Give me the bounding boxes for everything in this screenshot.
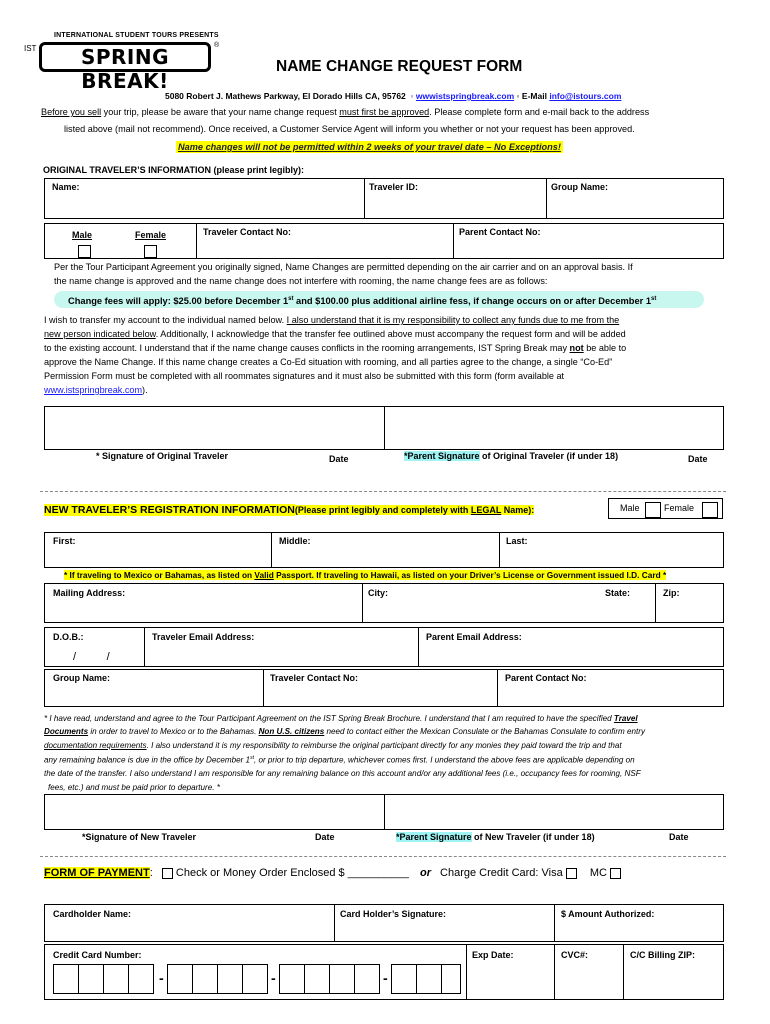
original-female-label: Female bbox=[135, 230, 167, 240]
transfer-line-4: approve the Name Change. If this name change creates a Co-Ed situation with rooming, and all parties agree to the change, a single “Co-Ed” bbox=[44, 357, 613, 367]
original-name-field[interactable] bbox=[48, 194, 360, 216]
transfer-line-1: I wish to transfer my account to the individual named below. I also understand that it is my responsibility to collect any funds due to me from the bbox=[44, 315, 620, 325]
new-last-label: Last: bbox=[506, 536, 528, 546]
original-signature-label: * Signature of Original Traveler bbox=[96, 451, 229, 461]
original-male-checkbox[interactable] bbox=[78, 243, 91, 261]
new-city-label: City: bbox=[368, 588, 388, 598]
original-traveler-contact-field[interactable] bbox=[200, 238, 450, 256]
cc-digit-box[interactable] bbox=[329, 964, 355, 994]
new-parent-date-label: Date bbox=[669, 832, 689, 842]
cvc-label: CVC#: bbox=[561, 950, 589, 960]
billing-zip-field[interactable] bbox=[627, 964, 721, 996]
cc-digit-box[interactable] bbox=[192, 964, 218, 994]
warning-banner: Name changes will not be permitted within 2 weeks of your travel date – No Exceptions! bbox=[178, 142, 561, 152]
transfer-line-5: Permission Form must be completed with all roommates signatures and it must also be submitted with this form (form available at bbox=[44, 371, 565, 381]
cc-digit-box[interactable] bbox=[304, 964, 330, 994]
original-female-checkbox[interactable] bbox=[144, 243, 157, 261]
original-group-name-label: Group Name: bbox=[551, 182, 609, 192]
card-signature-field[interactable] bbox=[338, 921, 550, 939]
cc-digit-box[interactable] bbox=[416, 964, 442, 994]
original-parent-signature-field[interactable] bbox=[386, 408, 722, 448]
mc-checkbox[interactable] bbox=[610, 867, 621, 879]
cc-digit-box[interactable] bbox=[354, 964, 380, 994]
new-parent-contact-label: Parent Contact No: bbox=[505, 673, 587, 683]
new-section-title-row: NEW TRAVELER’S REGISTRATION INFORMATION(Please print legibly and completely with LEGAL Name): bbox=[44, 504, 535, 516]
original-signature-field[interactable] bbox=[46, 408, 382, 448]
new-group-label: Group Name: bbox=[53, 673, 111, 683]
original-name-label: Name: bbox=[52, 182, 80, 192]
cardholder-label: Cardholder Name: bbox=[53, 909, 132, 919]
intro-line-1: Before you sell your trip, please be aware that your name change request must first be approved. Please complete form and e-mail back to the address bbox=[41, 107, 650, 117]
new-mailing-field[interactable] bbox=[48, 600, 358, 620]
mc-label: MC bbox=[589, 867, 607, 879]
amount-label: $ Amount Authorized: bbox=[561, 909, 655, 919]
cc-digit-box[interactable] bbox=[441, 964, 461, 994]
original-parent-contact-field[interactable] bbox=[457, 238, 721, 256]
check-label: Check or Money Order Enclosed $ __________ bbox=[175, 867, 409, 879]
new-dob-field[interactable]: / / bbox=[73, 651, 110, 663]
fees-banner: Change fees will apply: $25.00 before December 1st and $100.00 plus additional airline fess, if change occurs on or after December 1st bbox=[54, 291, 704, 308]
new-parent-email-label: Parent Email Address: bbox=[426, 632, 522, 642]
payment-row: FORM OF PAYMENT: Check or Money Order Enclosed $ __________ or Charge Credit Card: Visa MC bbox=[44, 867, 621, 879]
cc-digit-box[interactable] bbox=[78, 964, 104, 994]
agreement-line-1: Per the Tour Participant Agreement you originally signed, Name Changes are permitted depending on the air carrier and on an approval basis. If bbox=[54, 262, 633, 272]
new-city-field[interactable] bbox=[366, 600, 596, 620]
new-signature-field[interactable] bbox=[46, 796, 382, 828]
original-parent-contact-label: Parent Contact No: bbox=[459, 227, 541, 237]
transfer-website-link[interactable]: www.istspringbreak.com bbox=[44, 385, 143, 395]
header-email-label: E-Mail bbox=[521, 91, 547, 101]
new-parent-signature-label: *Parent Signature of New Traveler (if under 18) bbox=[396, 832, 595, 842]
cc-dash: - bbox=[383, 970, 388, 986]
transfer-line-2: new person indicated below. Additionally, I acknowledge that the transfer fee outlined above must accompany the request form and will be added bbox=[44, 329, 626, 339]
cvc-field[interactable] bbox=[558, 964, 620, 996]
new-first-label: First: bbox=[53, 536, 76, 546]
cardholder-field[interactable] bbox=[48, 921, 330, 939]
new-contact-field[interactable] bbox=[267, 685, 493, 704]
new-middle-field[interactable] bbox=[275, 548, 495, 566]
original-traveler-id-field[interactable] bbox=[368, 194, 543, 216]
original-signature-date-label: Date bbox=[329, 454, 349, 464]
cc-digit-box[interactable] bbox=[279, 964, 305, 994]
payment-or: or bbox=[419, 867, 431, 879]
transfer-line-6: www.istspringbreak.com). bbox=[44, 385, 148, 395]
new-first-field[interactable] bbox=[48, 548, 268, 566]
new-dob-label: D.O.B.: bbox=[53, 632, 84, 642]
cc-digit-box[interactable] bbox=[242, 964, 268, 994]
logo bbox=[24, 30, 224, 93]
new-middle-label: Middle: bbox=[279, 536, 311, 546]
new-parent-signature-field[interactable] bbox=[386, 796, 722, 828]
new-last-field[interactable] bbox=[503, 548, 721, 566]
check-checkbox[interactable] bbox=[162, 867, 173, 879]
new-female-checkbox[interactable] bbox=[702, 501, 718, 519]
logo-registered: ® bbox=[214, 42, 220, 49]
cc-digit-box[interactable] bbox=[217, 964, 243, 994]
terms-paragraph: * I have read, understand and agree to the Tour Participant Agreement on the IST Spring Break Brochure. I understand that I am required to have the specified Travel Documents in order to travel to Mexico or to the Bahamas. Non U.S. citizens need to contact either the Mexican Consulate or the Bahamas Consulate to confirm entry documentation requirements. I also understand it is my responsibility to reimburse the original participant directly for any monies they paid toward the trip and that any remaining balance is due in the office by December 1st, or prior to trip departure, whichever comes first. I understand the above fees are applicable depending on the date of the transfer. I also understand I am responsible for any remaining balance on this account and/or any additional fees (i.e., occupancy fees for rooming, NSF fees, etc.) and must be paid prior to departure. * bbox=[44, 714, 646, 792]
new-email-label: Traveler Email Address: bbox=[152, 632, 255, 642]
visa-checkbox[interactable] bbox=[566, 867, 577, 879]
new-parent-email-field[interactable] bbox=[422, 645, 720, 665]
new-female-label: Female bbox=[664, 503, 695, 513]
new-state-label: State: bbox=[605, 588, 631, 598]
card-signature-label: Card Holder’s Signature: bbox=[340, 909, 447, 919]
original-traveler-id-label: Traveler ID: bbox=[369, 182, 419, 192]
cc-number-label: Credit Card Number: bbox=[53, 950, 142, 960]
cc-digit-box[interactable] bbox=[391, 964, 417, 994]
new-male-checkbox[interactable] bbox=[645, 501, 661, 519]
original-traveler-contact-label: Traveler Contact No: bbox=[203, 227, 292, 237]
cc-digit-box[interactable] bbox=[103, 964, 129, 994]
exp-field[interactable] bbox=[470, 964, 550, 996]
transfer-line-3: to the existing account. I understand that if the name change causes conflicts in the rooming arrangements, IST Spring Break may not be able to bbox=[44, 343, 627, 353]
cc-digit-box[interactable] bbox=[53, 964, 79, 994]
intro-line-2: listed above (mail not recommend). Once received, a Customer Service Agent will inform you whether or not your request has been approved. bbox=[64, 124, 635, 134]
new-male-label: Male bbox=[620, 503, 640, 513]
cc-digit-box[interactable] bbox=[167, 964, 193, 994]
new-email-field[interactable] bbox=[148, 645, 414, 665]
header-email-link[interactable]: info@istours.com bbox=[549, 91, 622, 101]
cc-dash: - bbox=[271, 970, 276, 986]
cc-number-boxes bbox=[53, 964, 463, 996]
original-male-label: Male bbox=[72, 230, 93, 240]
new-contact-label: Traveler Contact No: bbox=[270, 673, 359, 683]
new-zip-label: Zip: bbox=[663, 588, 680, 598]
new-signature-label: *Signature of New Traveler bbox=[82, 832, 197, 842]
billing-zip-label: C/C Billing ZIP: bbox=[630, 950, 695, 960]
header-website[interactable]: ◦ wwwistspringbreak.com bbox=[408, 91, 515, 101]
original-parent-date-label: Date bbox=[688, 454, 708, 464]
amount-field[interactable] bbox=[558, 921, 720, 939]
cc-digit-box[interactable] bbox=[128, 964, 154, 994]
payment-title: FORM OF PAYMENT bbox=[44, 867, 150, 879]
new-section-title: NEW TRAVELER’S REGISTRATION INFORMATION bbox=[44, 504, 295, 516]
logo-ist: IST bbox=[24, 44, 37, 53]
charge-label: Charge Credit Card: Visa bbox=[440, 867, 563, 879]
new-signature-date-label: Date bbox=[315, 832, 335, 842]
logo-brand: SPRING BREAK! bbox=[39, 42, 211, 72]
passport-note: * If traveling to Mexico or Bahamas, as listed on Valid Passport. If traveling to Hawaii, as listed on your Driver’s License or Government issued I.D. Card * bbox=[64, 570, 667, 580]
agreement-line-2: the name change is approved and the name change does not interfere with rooming, the name change fees are as follows: bbox=[54, 276, 548, 286]
header-address: 5080 Robert J. Mathews Parkway, El Dorado Hills CA, 95762 bbox=[165, 91, 406, 101]
form-title: NAME CHANGE REQUEST FORM bbox=[276, 58, 523, 75]
cc-dash: - bbox=[159, 970, 164, 986]
original-section-title: ORIGINAL TRAVELER’S INFORMATION (please print legibly): bbox=[43, 165, 305, 175]
header-contact-line: 5080 Robert J. Mathews Parkway, El Dorado Hills CA, 95762 ◦ wwwistspringbreak.com ◦ E-Mail info@istours.com bbox=[165, 91, 622, 101]
original-group-name-field[interactable] bbox=[550, 194, 720, 216]
original-parent-signature-label: *Parent Signature of Original Traveler (if under 18) bbox=[404, 451, 619, 461]
new-state-field[interactable] bbox=[600, 600, 652, 620]
new-parent-contact-field[interactable] bbox=[501, 685, 721, 704]
new-group-field[interactable] bbox=[48, 685, 260, 704]
exp-label: Exp Date: bbox=[472, 950, 514, 960]
new-mailing-label: Mailing Address: bbox=[53, 588, 126, 598]
new-zip-field[interactable] bbox=[659, 600, 721, 620]
logo-presents: INTERNATIONAL STUDENT TOURS PRESENTS bbox=[54, 32, 219, 39]
